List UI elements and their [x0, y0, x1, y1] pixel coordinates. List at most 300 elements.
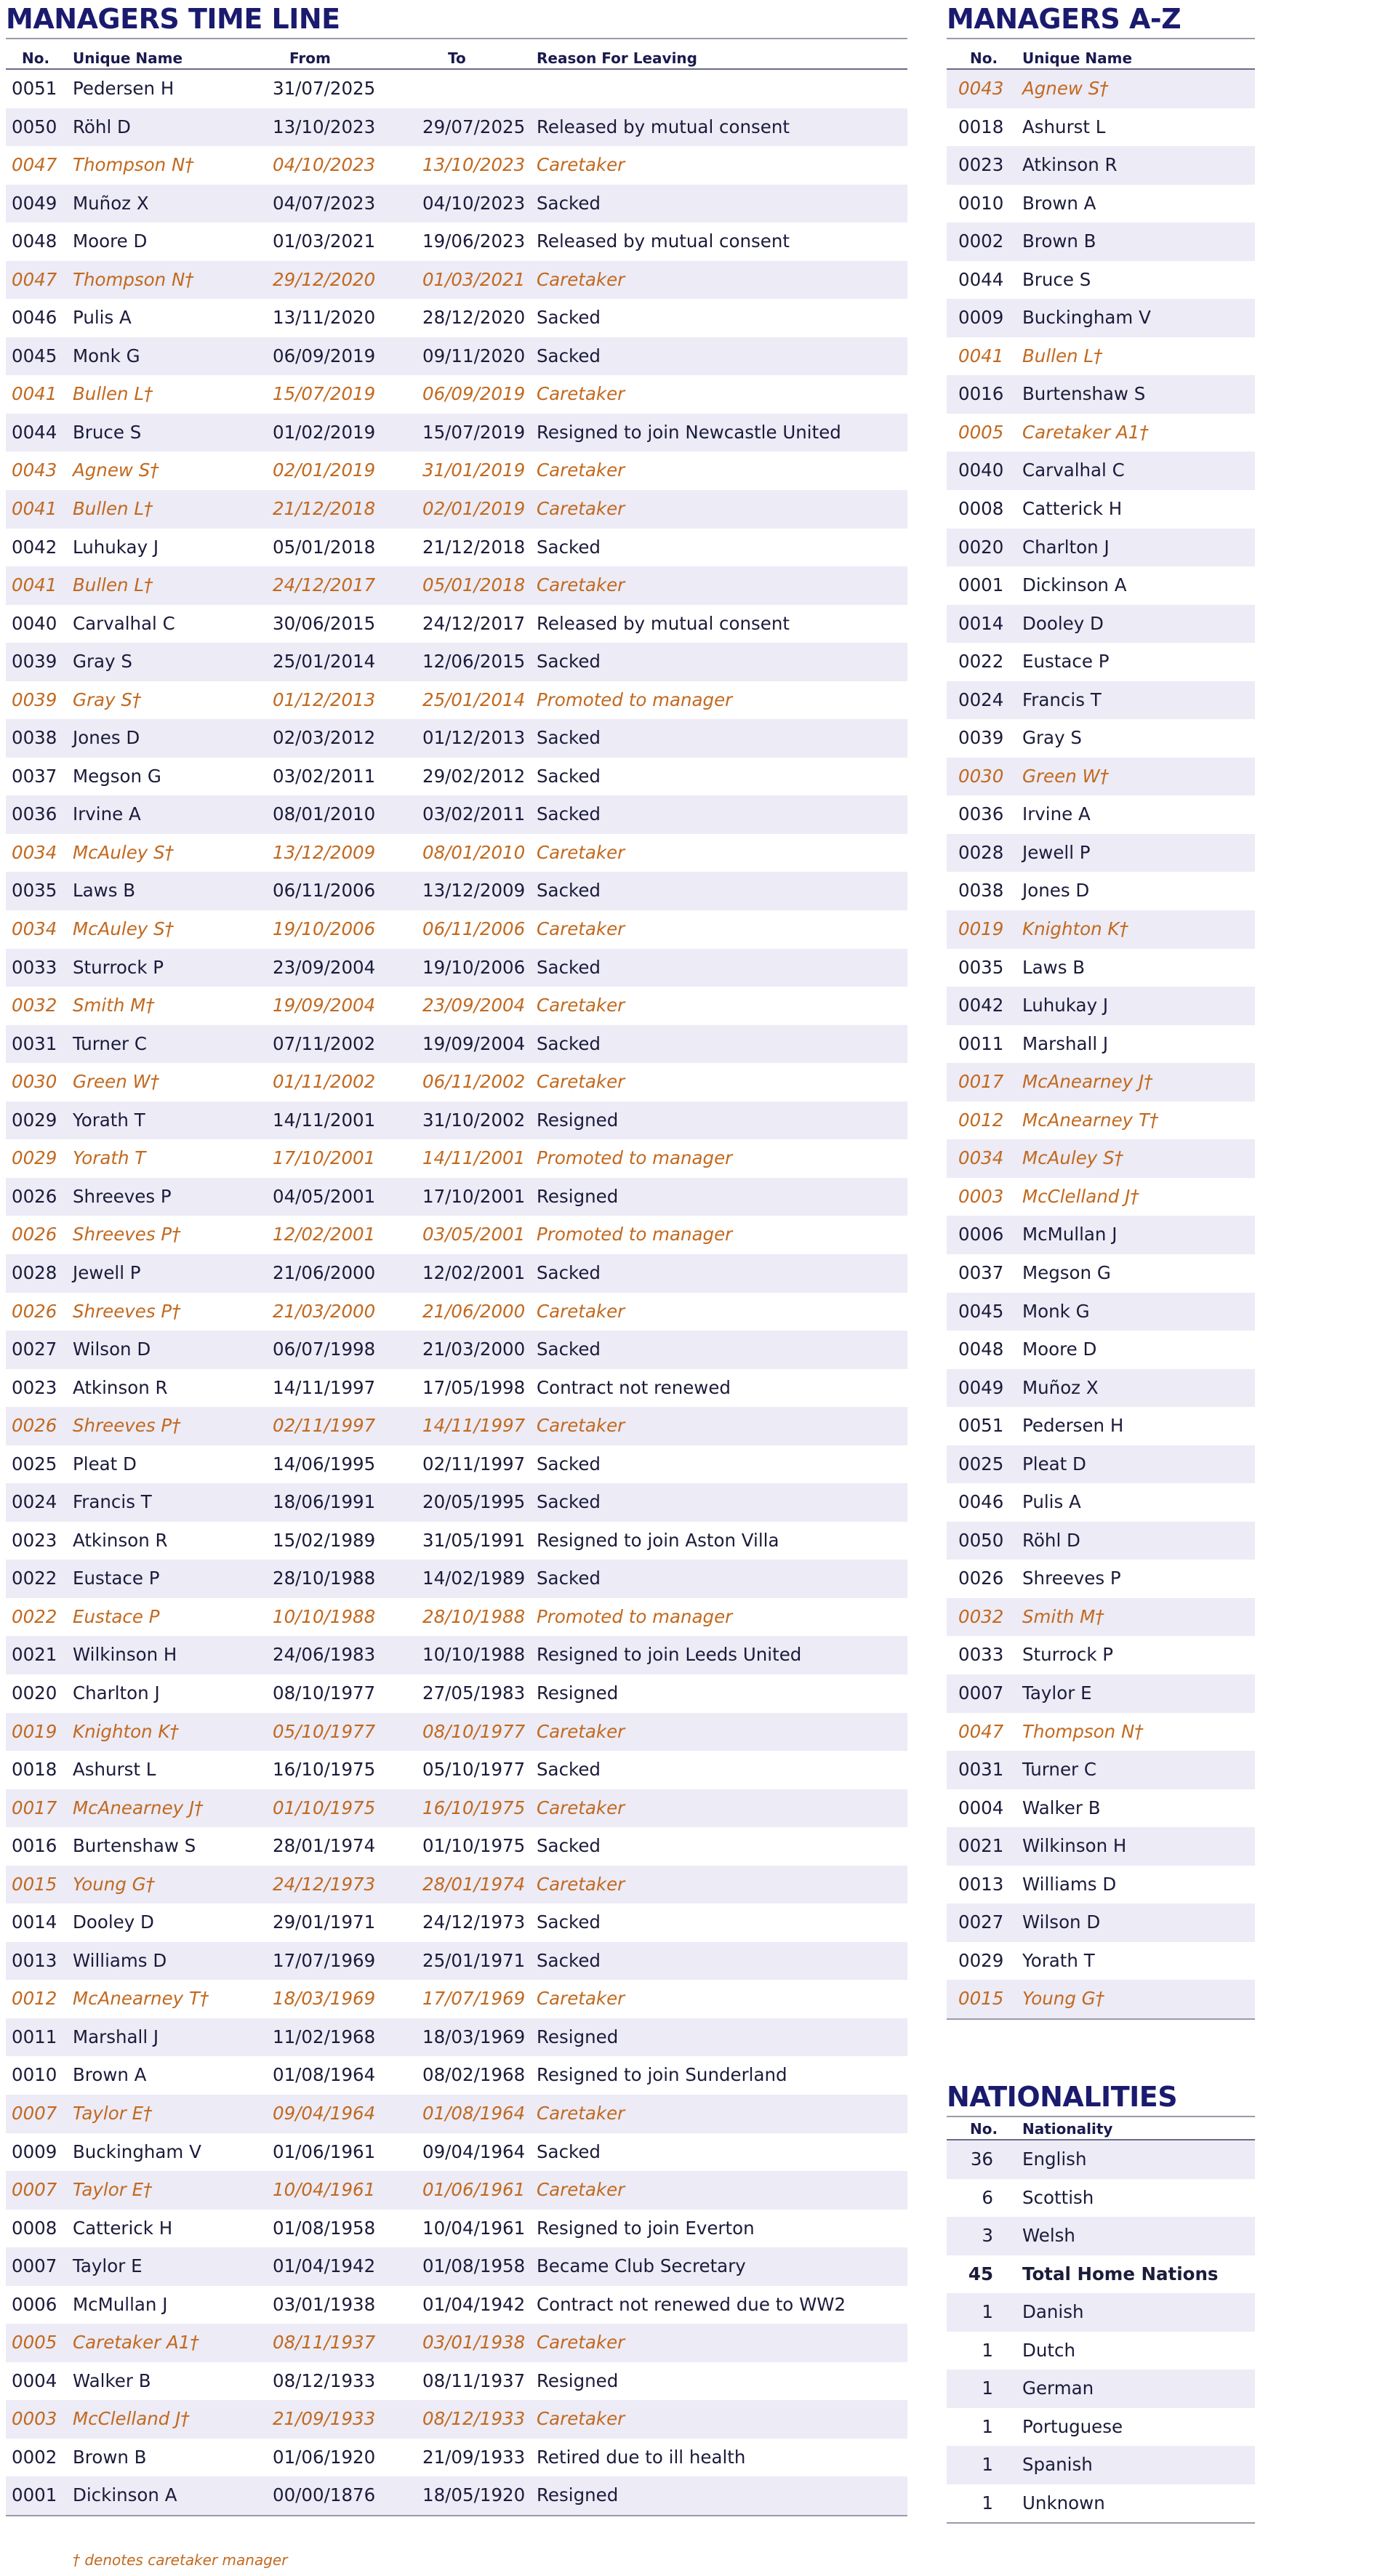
from-date: 08/12/1933: [273, 2370, 376, 2391]
az-row: [947, 529, 1255, 567]
timeline-row: [6, 1483, 907, 1522]
to-date: 09/11/2020: [422, 345, 526, 366]
manager-name: Knighton K†: [73, 1720, 179, 1742]
manager-name: Taylor E†: [73, 2102, 153, 2124]
reason-for-leaving: Sacked: [537, 1911, 601, 1933]
timeline-row: [6, 2439, 907, 2477]
reason-for-leaving: Caretaker: [537, 918, 625, 940]
to-date: 14/02/1989: [422, 1568, 526, 1589]
manager-name: Dooley D: [1022, 612, 1104, 634]
timeline-title: MANAGERS TIME LINE: [6, 0, 907, 39]
timeline-row: [6, 146, 907, 185]
to-date: 01/08/1958: [422, 2255, 526, 2277]
manager-name: Megson G: [73, 765, 161, 787]
manager-number: 0035: [958, 956, 1004, 978]
manager-name: Bullen L†: [1022, 345, 1103, 366]
manager-number: 0026: [12, 1415, 57, 1437]
timeline-panel: [6, 0, 907, 2569]
az-row: [947, 1139, 1255, 1178]
from-date: 02/01/2019: [273, 460, 376, 481]
manager-number: 0044: [958, 268, 1004, 290]
manager-number: 0049: [12, 192, 57, 214]
az-row: [947, 1102, 1255, 1140]
manager-name: Brown A: [73, 2064, 147, 2086]
manager-number: 0045: [12, 345, 57, 366]
reason-for-leaving: Caretaker: [537, 1415, 625, 1437]
to-date: 01/04/1942: [422, 2293, 526, 2315]
to-date: 31/10/2002: [422, 1109, 526, 1131]
nationalities-header-row: [947, 2117, 1255, 2140]
manager-name: Yorath T: [73, 1147, 146, 1169]
manager-name: McAnearney J†: [1022, 1071, 1153, 1093]
nationalities-table-body: [947, 2140, 1255, 2522]
reason-for-leaving: Caretaker: [537, 574, 625, 596]
manager-number: 0010: [12, 2064, 57, 2086]
manager-number: 0041: [12, 574, 57, 596]
reason-for-leaving: Sacked: [537, 2140, 601, 2162]
manager-name: Carvalhal C: [1022, 460, 1125, 481]
az-row: [947, 1674, 1255, 1713]
timeline-header-from: From: [289, 49, 331, 67]
reason-for-leaving: Contract not renewed: [537, 1376, 731, 1398]
manager-number: 0040: [958, 460, 1004, 481]
manager-name: Bruce S: [1022, 268, 1091, 290]
reason-for-leaving: Caretaker: [537, 498, 625, 520]
nationality-count: 45: [968, 2263, 993, 2284]
from-date: 16/10/1975: [273, 1759, 376, 1781]
manager-name: Carvalhal C: [73, 612, 175, 634]
from-date: 01/02/2019: [273, 421, 376, 443]
timeline-row: [6, 2056, 907, 2095]
nationality-count: 1: [982, 2415, 993, 2437]
manager-name: Thompson N†: [73, 268, 194, 290]
manager-name: Jones D: [1022, 880, 1090, 902]
manager-number: 0015: [12, 1873, 57, 1895]
from-date: 28/10/1988: [273, 1568, 376, 1589]
from-date: 15/07/2019: [273, 383, 376, 405]
manager-name: Taylor E: [73, 2255, 143, 2277]
manager-number: 0050: [12, 116, 57, 137]
reason-for-leaving: Resigned to join Sunderland: [537, 2064, 787, 2086]
from-date: 24/06/1983: [273, 1644, 376, 1666]
from-date: 04/10/2023: [273, 154, 376, 176]
reason-for-leaving: Caretaker: [537, 1720, 625, 1742]
manager-number: 0029: [12, 1147, 57, 1169]
to-date: 21/03/2000: [422, 1339, 526, 1360]
from-date: 24/12/2017: [273, 574, 376, 596]
from-date: 12/02/2001: [273, 1224, 376, 1245]
reason-for-leaving: Promoted to manager: [537, 1147, 733, 1169]
manager-name: Green W†: [73, 1071, 159, 1093]
manager-name: Buckingham V: [1022, 307, 1151, 329]
manager-number: 0014: [12, 1911, 57, 1933]
manager-name: Marshall J: [1022, 1032, 1109, 1054]
to-date: 08/10/1977: [422, 1720, 526, 1742]
nationality-row: [947, 2484, 1255, 2523]
reason-for-leaving: Promoted to manager: [537, 1605, 733, 1627]
timeline-row: [6, 414, 907, 452]
manager-number: 0007: [12, 2179, 57, 2201]
manager-name: Dickinson A: [73, 2484, 177, 2506]
reason-for-leaving: Caretaker: [537, 995, 625, 1016]
manager-number: 0039: [12, 689, 57, 710]
timeline-header-row: [6, 39, 907, 70]
manager-number: 0016: [12, 1835, 57, 1857]
timeline-row: [6, 1407, 907, 1445]
timeline-row: [6, 1713, 907, 1752]
az-row: [947, 261, 1255, 300]
to-date: 19/09/2004: [422, 1032, 526, 1054]
to-date: 16/10/1975: [422, 1797, 526, 1818]
to-date: 28/10/1988: [422, 1605, 526, 1627]
timeline-row: [6, 2133, 907, 2172]
from-date: 02/03/2012: [273, 727, 376, 749]
to-date: 15/07/2019: [422, 421, 526, 443]
from-date: 19/09/2004: [273, 995, 376, 1016]
reason-for-leaving: Resigned to join Leeds United: [537, 1644, 802, 1666]
az-row: [947, 337, 1255, 376]
to-date: 27/05/1983: [422, 1682, 526, 1704]
timeline-row: [6, 910, 907, 949]
manager-name: Shreeves P†: [73, 1224, 181, 1245]
timeline-row: [6, 1063, 907, 1102]
nationality-name: Portuguese: [1022, 2415, 1123, 2437]
from-date: 28/01/1974: [273, 1835, 376, 1857]
from-date: 05/01/2018: [273, 536, 376, 558]
timeline-row: [6, 1254, 907, 1293]
manager-number: 0041: [958, 345, 1004, 366]
az-row: [947, 1866, 1255, 1904]
az-row: [947, 834, 1255, 872]
to-date: 01/03/2021: [422, 268, 526, 290]
manager-name: Ashurst L: [73, 1759, 156, 1781]
timeline-row: [6, 70, 907, 108]
manager-name: Thompson N†: [1022, 1720, 1144, 1742]
to-date: 24/12/1973: [422, 1911, 526, 1933]
timeline-table-body: [6, 70, 907, 2515]
az-row: [947, 795, 1255, 834]
to-date: 17/07/1969: [422, 1988, 526, 2010]
to-date: 01/12/2013: [422, 727, 526, 749]
to-date: 09/04/1964: [422, 2140, 526, 2162]
nationalities-header-no: No.: [970, 2120, 998, 2138]
reason-for-leaving: Sacked: [537, 803, 601, 825]
manager-number: 0019: [12, 1720, 57, 1742]
manager-name: Pedersen H: [1022, 1415, 1124, 1437]
manager-number: 0022: [12, 1605, 57, 1627]
nationality-row: [947, 2370, 1255, 2408]
nationality-row: [947, 2255, 1255, 2294]
from-date: 13/11/2020: [273, 307, 376, 329]
timeline-row: [6, 2286, 907, 2324]
manager-number: 0034: [12, 841, 57, 863]
to-date: 06/11/2002: [422, 1071, 526, 1093]
to-date: 05/10/1977: [422, 1759, 526, 1781]
manager-name: Wilson D: [1022, 1911, 1101, 1933]
timeline-row: [6, 375, 907, 414]
manager-number: 0035: [12, 880, 57, 902]
nationalities-bottom-rule: [947, 2522, 1255, 2524]
manager-number: 0002: [12, 2446, 57, 2468]
to-date: 18/05/1920: [422, 2484, 526, 2506]
from-date: 17/10/2001: [273, 1147, 376, 1169]
az-row: [947, 1445, 1255, 1484]
to-date: 02/01/2019: [422, 498, 526, 520]
to-date: 13/10/2023: [422, 154, 526, 176]
from-date: 07/11/2002: [273, 1032, 376, 1054]
timeline-row: [6, 452, 907, 490]
timeline-row: [6, 834, 907, 872]
from-date: 03/01/1938: [273, 2293, 376, 2315]
manager-number: 0046: [958, 1491, 1004, 1513]
manager-name: Eustace P: [73, 1568, 160, 1589]
manager-number: 0028: [12, 1261, 57, 1283]
nationality-row: [947, 2332, 1255, 2370]
az-row: [947, 1063, 1255, 1102]
manager-number: 0042: [958, 995, 1004, 1016]
from-date: 13/12/2009: [273, 841, 376, 863]
timeline-row: [6, 490, 907, 529]
manager-number: 0038: [958, 880, 1004, 902]
timeline-row: [6, 795, 907, 834]
reason-for-leaving: Sacked: [537, 651, 601, 673]
reason-for-leaving: Sacked: [537, 307, 601, 329]
to-date: 20/05/1995: [422, 1491, 526, 1513]
manager-name: McMullan J: [73, 2293, 168, 2315]
timeline-row: [6, 1025, 907, 1064]
manager-name: Green W†: [1022, 765, 1109, 787]
manager-number: 0047: [12, 268, 57, 290]
az-row: [947, 1713, 1255, 1752]
from-date: 00/00/1876: [273, 2484, 376, 2506]
manager-number: 0032: [958, 1605, 1004, 1627]
from-date: 01/10/1975: [273, 1797, 376, 1818]
manager-number: 0018: [958, 116, 1004, 137]
az-header-no: No.: [970, 49, 998, 67]
manager-number: 0013: [958, 1873, 1004, 1895]
manager-number: 0026: [12, 1185, 57, 1207]
manager-number: 0010: [958, 192, 1004, 214]
az-row: [947, 949, 1255, 987]
manager-name: Pulis A: [1022, 1491, 1081, 1513]
az-row: [947, 987, 1255, 1025]
reason-for-leaving: Caretaker: [537, 2408, 625, 2430]
reason-for-leaving: Caretaker: [537, 154, 625, 176]
manager-name: McAuley S†: [1022, 1147, 1123, 1169]
to-date: 01/06/1961: [422, 2179, 526, 2201]
manager-name: Wilkinson H: [1022, 1835, 1127, 1857]
timeline-header-reason: Reason For Leaving: [537, 49, 697, 67]
from-date: 04/07/2023: [273, 192, 376, 214]
manager-name: Thompson N†: [73, 154, 194, 176]
from-date: 24/12/1973: [273, 1873, 376, 1895]
manager-number: 0002: [958, 230, 1004, 252]
manager-name: Röhl D: [73, 116, 131, 137]
timeline-row: [6, 2247, 907, 2286]
nationality-row: [947, 2140, 1255, 2179]
manager-name: Muñoz X: [73, 192, 149, 214]
az-row: [947, 1178, 1255, 1216]
manager-number: 0004: [958, 1797, 1004, 1818]
manager-name: Charlton J: [1022, 536, 1110, 558]
manager-number: 0033: [958, 1644, 1004, 1666]
nationality-name: German: [1022, 2378, 1094, 2399]
to-date: 17/05/1998: [422, 1376, 526, 1398]
from-date: 11/02/1968: [273, 2026, 376, 2047]
to-date: 21/06/2000: [422, 1300, 526, 1322]
nationality-count: 1: [982, 2339, 993, 2361]
az-row: [947, 1980, 1255, 2018]
timeline-row: [6, 2476, 907, 2515]
from-date: 13/10/2023: [273, 116, 376, 137]
nationality-name: Dutch: [1022, 2339, 1075, 2361]
from-date: 19/10/2006: [273, 918, 376, 940]
manager-name: McAnearney T†: [1022, 1109, 1159, 1131]
timeline-row: [6, 872, 907, 910]
manager-name: McAuley S†: [73, 841, 174, 863]
az-row: [947, 108, 1255, 147]
manager-name: Francis T: [1022, 689, 1102, 710]
from-date: 01/06/1920: [273, 2446, 376, 2468]
manager-name: Williams D: [1022, 1873, 1117, 1895]
manager-number: 0030: [12, 1071, 57, 1093]
timeline-row: [6, 758, 907, 796]
to-date: 08/01/2010: [422, 841, 526, 863]
from-date: 29/12/2020: [273, 268, 376, 290]
from-date: 31/07/2025: [273, 78, 376, 99]
manager-name: Atkinson R: [73, 1529, 168, 1551]
nationality-count: 36: [970, 2148, 993, 2170]
reason-for-leaving: Sacked: [537, 956, 601, 978]
manager-number: 0039: [12, 651, 57, 673]
manager-name: Agnew S†: [73, 460, 159, 481]
from-date: 03/02/2011: [273, 765, 376, 787]
to-date: 14/11/1997: [422, 1415, 526, 1437]
manager-number: 0023: [12, 1529, 57, 1551]
manager-name: Bullen L†: [73, 574, 153, 596]
manager-name: Gray S: [1022, 727, 1082, 749]
reason-for-leaving: Sacked: [537, 1835, 601, 1857]
manager-number: 0003: [958, 1185, 1004, 1207]
manager-name: Brown B: [1022, 230, 1096, 252]
manager-number: 0024: [12, 1491, 57, 1513]
manager-name: Pleat D: [1022, 1453, 1086, 1474]
manager-name: McClelland J†: [1022, 1185, 1139, 1207]
nationality-name: Unknown: [1022, 2492, 1105, 2513]
from-date: 18/03/1969: [273, 1988, 376, 2010]
timeline-row: [6, 337, 907, 376]
manager-name: Bruce S: [73, 421, 142, 443]
manager-name: Röhl D: [1022, 1529, 1080, 1551]
az-row: [947, 375, 1255, 414]
manager-number: 0007: [958, 1682, 1004, 1704]
manager-number: 0047: [958, 1720, 1004, 1742]
az-row: [947, 1254, 1255, 1293]
manager-name: Jewell P: [73, 1261, 141, 1283]
manager-name: Gray S†: [73, 689, 142, 710]
manager-name: Smith M†: [73, 995, 155, 1016]
manager-name: Luhukay J: [1022, 995, 1109, 1016]
manager-name: Brown B: [73, 2446, 147, 2468]
manager-number: 0038: [12, 727, 57, 749]
manager-name: Taylor E: [1022, 1682, 1092, 1704]
az-row: [947, 414, 1255, 452]
reason-for-leaving: Caretaker: [537, 1797, 625, 1818]
reason-for-leaving: Sacked: [537, 1949, 601, 1971]
nationality-count: 6: [982, 2186, 993, 2208]
manager-name: Irvine A: [1022, 803, 1091, 825]
manager-number: 0011: [12, 2026, 57, 2047]
az-row: [947, 185, 1255, 223]
to-date: 28/12/2020: [422, 307, 526, 329]
to-date: 19/06/2023: [422, 230, 526, 252]
manager-name: Agnew S†: [1022, 78, 1109, 99]
reason-for-leaving: Caretaker: [537, 2102, 625, 2124]
manager-number: 0040: [12, 612, 57, 634]
nationality-name: Welsh: [1022, 2225, 1075, 2247]
manager-name: Knighton K†: [1022, 918, 1128, 940]
manager-number: 0029: [958, 1949, 1004, 1971]
az-row: [947, 758, 1255, 796]
timeline-row: [6, 987, 907, 1025]
az-row: [947, 1827, 1255, 1866]
manager-number: 0041: [12, 383, 57, 405]
manager-number: 0045: [958, 1300, 1004, 1322]
timeline-row: [6, 1598, 907, 1637]
nationality-name: English: [1022, 2148, 1087, 2170]
manager-number: 0043: [12, 460, 57, 481]
to-date: 06/11/2006: [422, 918, 526, 940]
manager-name: Moore D: [1022, 1339, 1097, 1360]
from-date: 08/10/1977: [273, 1682, 376, 1704]
manager-name: Walker B: [1022, 1797, 1101, 1818]
to-date: 24/12/2017: [422, 612, 526, 634]
az-row: [947, 719, 1255, 758]
to-date: 10/10/1988: [422, 1644, 526, 1666]
manager-name: Atkinson R: [73, 1376, 168, 1398]
caretaker-footnote: † denotes caretaker manager: [73, 2551, 288, 2569]
nationalities-header-nationality: Nationality: [1022, 2120, 1113, 2138]
reason-for-leaving: Caretaker: [537, 2179, 625, 2201]
manager-name: Caretaker A1†: [1022, 421, 1149, 443]
manager-name: Sturrock P: [1022, 1644, 1114, 1666]
nationality-row: [947, 2293, 1255, 2332]
from-date: 21/09/1933: [273, 2408, 376, 2430]
manager-name: Charlton J: [73, 1682, 160, 1704]
from-date: 15/02/1989: [273, 1529, 376, 1551]
from-date: 29/01/1971: [273, 1911, 376, 1933]
to-date: 25/01/2014: [422, 689, 526, 710]
reason-for-leaving: Caretaker: [537, 1300, 625, 1322]
reason-for-leaving: Resigned to join Everton: [537, 2217, 755, 2239]
manager-number: 0037: [12, 765, 57, 787]
to-date: 08/11/1937: [422, 2370, 526, 2391]
timeline-row: [6, 719, 907, 758]
nationality-row: [947, 2408, 1255, 2447]
from-date: 09/04/1964: [273, 2102, 376, 2124]
from-date: 18/06/1991: [273, 1491, 376, 1513]
timeline-row: [6, 605, 907, 643]
to-date: 04/10/2023: [422, 192, 526, 214]
to-date: 03/05/2001: [422, 1224, 526, 1245]
to-date: 21/12/2018: [422, 536, 526, 558]
from-date: 05/10/1977: [273, 1720, 376, 1742]
from-date: 01/08/1964: [273, 2064, 376, 2086]
nationality-count: 1: [982, 2378, 993, 2399]
manager-name: Pleat D: [73, 1453, 137, 1474]
manager-name: McAuley S†: [73, 918, 174, 940]
manager-number: 0011: [958, 1032, 1004, 1054]
